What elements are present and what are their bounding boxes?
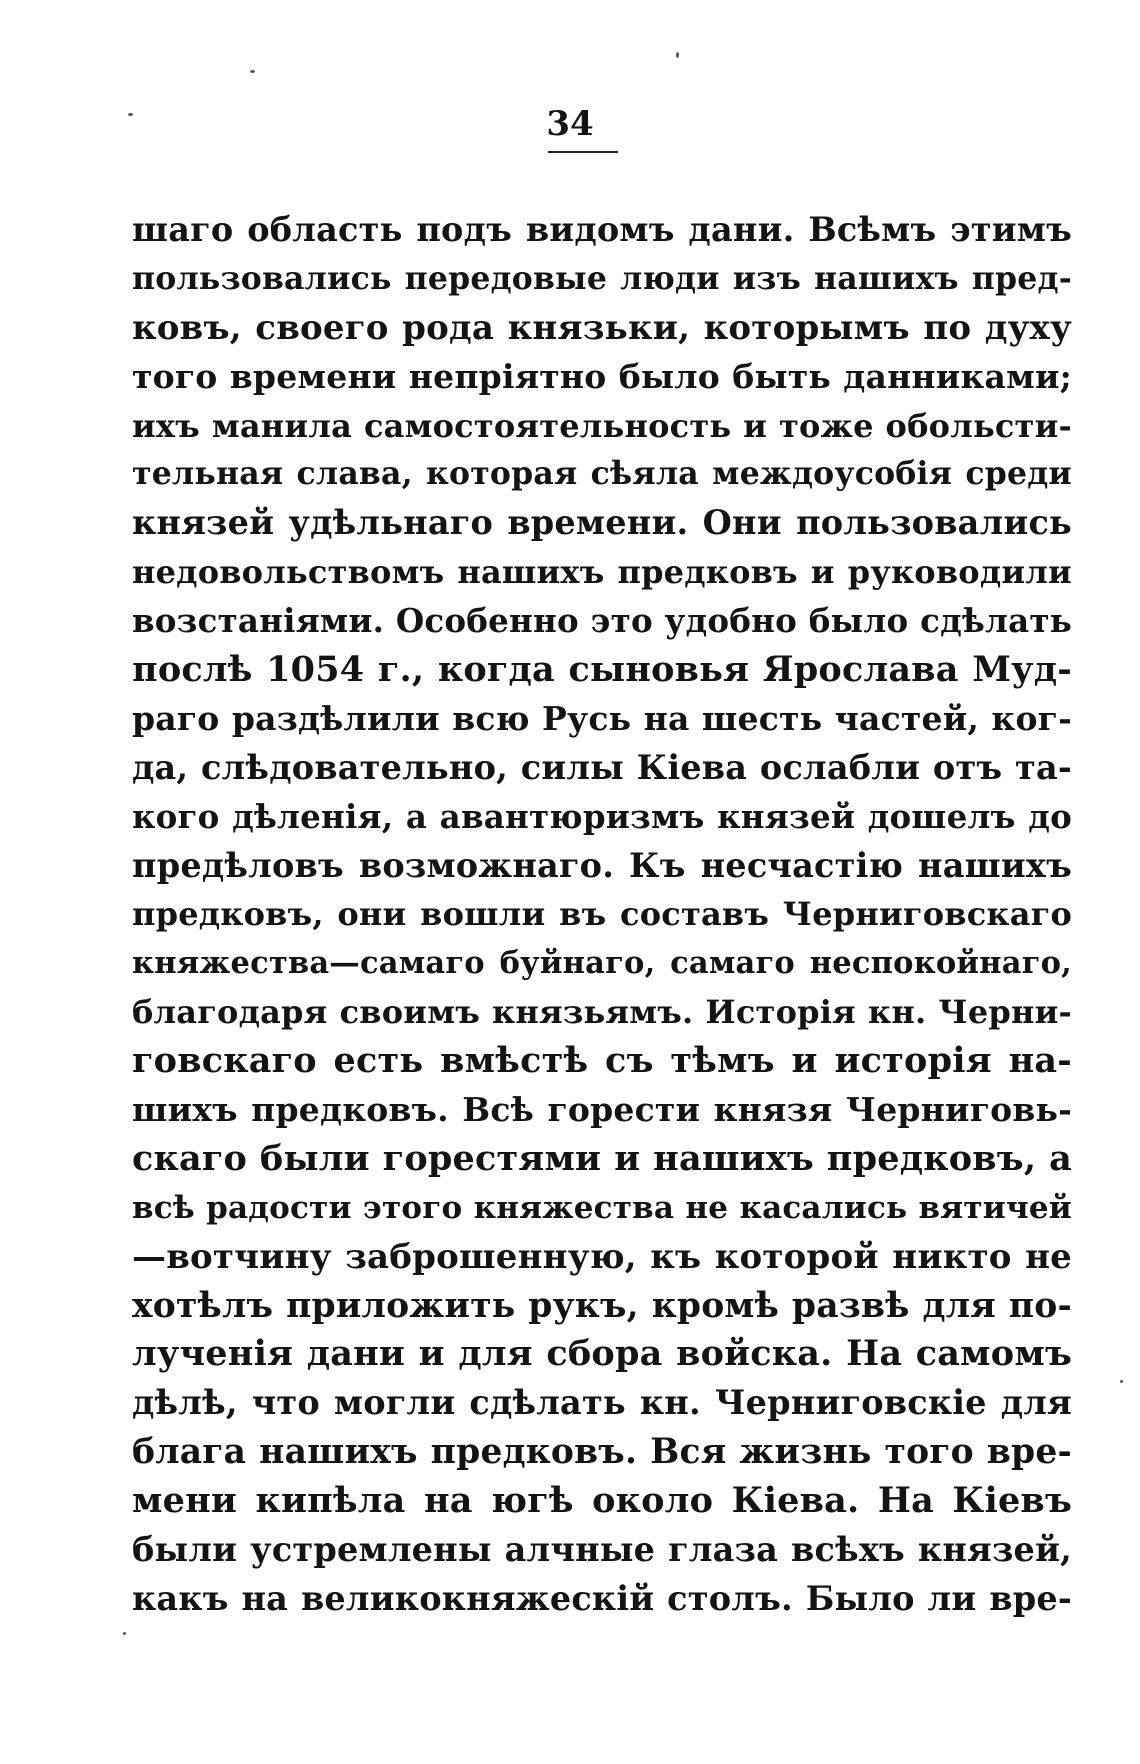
text-line: послѣ 1054 г., когда сыновья Ярослава Муд-	[132, 649, 1072, 691]
scan-speck	[1120, 1380, 1123, 1383]
text-line: да, слѣдовательно, силы Кіева ослабли отъ та-	[132, 747, 1072, 787]
text-line: блага нашихъ предковъ. Вся жизнь того вре-	[132, 1432, 1072, 1473]
text-line: предковъ, они вошли въ составъ Черниговскаго	[132, 895, 1072, 934]
text-line: были устремлены алчные глаза всѣхъ князей,	[132, 1530, 1072, 1570]
text-line: шихъ предковъ. Всѣ горести князя Черниговь-	[132, 1090, 1072, 1130]
page-number: 34	[546, 104, 594, 144]
text-line: хотѣлъ приложить рукъ, кромѣ развѣ для по-	[132, 1285, 1072, 1326]
text-line: недовольствомъ нашихъ предковъ и руководили	[132, 553, 1072, 592]
text-line: кого дѣленія, а авантюризмъ князей дошелъ до	[132, 796, 1072, 836]
text-line: ихъ манила самостоятельность и тоже обольсти-	[132, 406, 1072, 445]
text-line: лученія дани и для сбора войска. На самомъ	[132, 1333, 1072, 1375]
text-line: пользовались передовые люди изъ нашихъ пред-	[132, 259, 1072, 297]
text-line: скаго были горестями и нашихъ предковъ, а	[132, 1137, 1072, 1179]
text-line: тельная слава, которая сѣяла междоусобія среди	[132, 455, 1072, 493]
text-line: раго раздѣлили всю Русь на шесть частей, ког-	[132, 698, 1072, 738]
text-line: предѣловъ возможнаго. Къ несчастію нашихъ	[132, 845, 1072, 885]
text-line: благодаря своимъ князьямъ. Исторія кн. Черни-	[132, 993, 1072, 1032]
page-number-underline	[548, 151, 618, 153]
text-line: того времени непріятно было быть данниками;	[132, 356, 1072, 396]
text-line: шаго область подъ видомъ дани. Всѣмъ этимъ	[132, 210, 1072, 249]
text-line: всѣ радости этого княжества не касались вятичей	[132, 1189, 1072, 1226]
text-line: князей удѣльнаго времени. Они пользовались	[132, 503, 1072, 543]
scan-speck	[676, 52, 679, 58]
text-line: какъ на великокняжескій столъ. Было ли вре-	[132, 1578, 1072, 1618]
scan-speck	[123, 1632, 126, 1635]
scan-speck	[250, 70, 255, 73]
text-line: княжества—самаго буйнаго, самаго неспокойнаго,	[132, 945, 1072, 982]
text-line: —вотчину заброшенную, къ которой никто не	[132, 1236, 1072, 1277]
text-line: мени кипѣла на югѣ около Кіева. На Кіевъ	[132, 1480, 1072, 1522]
text-line: говскаго есть вмѣстѣ съ тѣмъ и исторія на-	[132, 1040, 1072, 1082]
body-text	[132, 206, 1072, 1624]
text-line: ковъ, своего рода князьки, которымъ по духу	[132, 307, 1072, 348]
scan-speck	[128, 113, 133, 116]
text-line: возстаніями. Особенно это удобно было сдѣлать	[132, 601, 1072, 641]
text-line: дѣлѣ, что могли сдѣлать кн. Черниговскіе для	[132, 1383, 1072, 1423]
